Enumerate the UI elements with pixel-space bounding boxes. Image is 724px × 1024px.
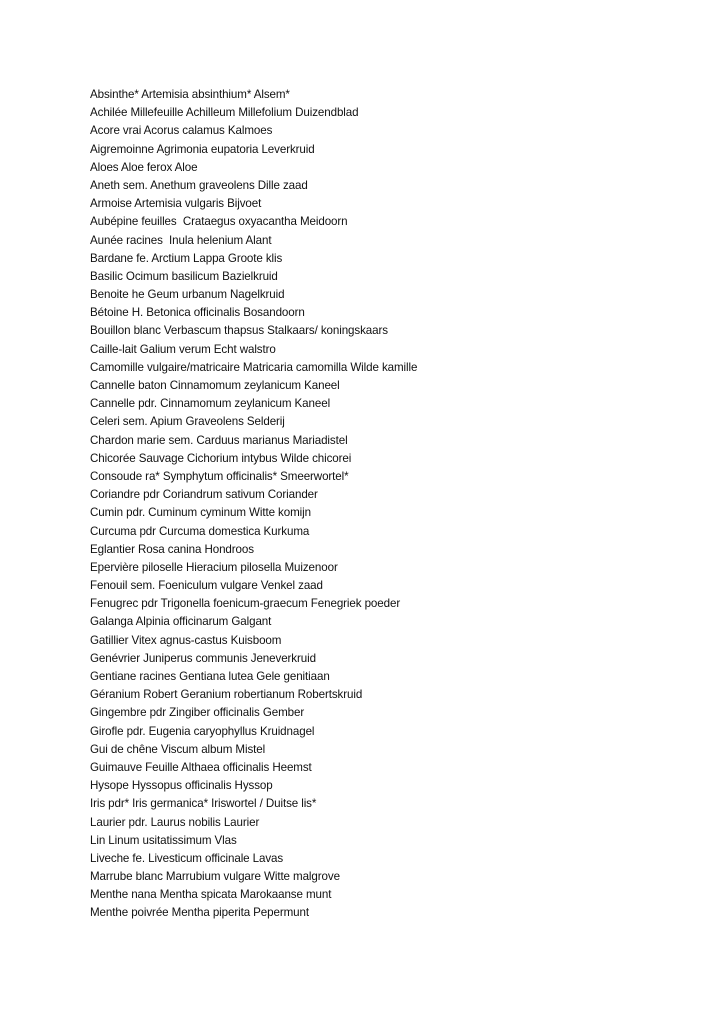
list-item: Cannelle baton Cinnamomum zeylanicum Kaneel [90,379,340,392]
list-item: Cumin pdr. Cuminum cyminum Witte komijn [90,506,311,520]
list-item: Caille-lait Galium verum Echt walstro [90,342,276,356]
list-item: Girofle pdr. Eugenia caryophyllus Kruidnagel [90,724,315,738]
list-item: Liveche fe. Livesticum officinale Lavas [90,851,284,865]
list-item: Curcuma pdr Curcuma domestica Kurkuma [90,524,310,538]
list-item: Bétoine H. Betonica officinalis Bosandoorn [90,306,305,320]
list-item: Hysope Hyssopus officinalis Hyssop [90,779,273,793]
list-item: Genévrier Juniperus communis Jeneverkruid [90,651,316,665]
list-item: Gui de chêne Viscum album Mistel [90,742,266,756]
list-item: Aloes Aloe ferox Aloe [90,160,198,174]
list-item: Coriandre pdr Coriandrum sativum Coriander [90,488,318,502]
list-item: Menthe poivrée Mentha piperita Pepermunt [90,906,309,920]
herb-list [90,86,417,923]
list-item: Eglantier Rosa canina Hondroos [90,542,254,556]
list-item: Chardon marie sem. Carduus marianus Mariadistel [90,433,348,447]
list-item: Laurier pdr. Laurus nobilis Laurier [90,815,260,829]
list-item: Marrube blanc Marrubium vulgare Witte malgrove [90,870,340,884]
list-item: Menthe nana Mentha spicata Marokaanse munt [90,888,332,902]
list-item: Guimauve Feuille Althaea officinalis Heemst [90,760,312,774]
list-item: Basilic Ocimum basilicum Bazielkruid [90,269,278,283]
list-item: Absinthe* Artemisia absinthium* Alsem* [90,88,290,101]
list-item: Géranium Robert Geranium robertianum Robertskruid [90,688,363,702]
list-item: Fenouil sem. Foeniculum vulgare Venkel zaad [90,579,323,593]
list-item: Gingembre pdr Zingiber officinalis Gember [90,706,305,720]
list-item: Aubépine feuilles Crataegus oxyacantha Meidoorn [90,215,348,229]
list-item: Gentiane racines Gentiana lutea Gele genitiaan [90,670,330,683]
list-item: Acore vrai Acorus calamus Kalmoes [90,124,273,138]
list-item: Gatillier Vitex agnus-castus Kuisboom [90,633,282,647]
list-item: Epervière piloselle Hieracium pilosella Muizenoor [90,560,338,574]
list-item: Benoite he Geum urbanum Nagelkruid [90,288,285,302]
list-item: Achilée Millefeuille Achilleum Millefolium Duizendblad [90,106,359,120]
list-item: Chicorée Sauvage Cichorium intybus Wilde chicorei [90,451,352,465]
list-item: Cannelle pdr. Cinnamomum zeylanicum Kaneel [90,397,331,411]
list-item: Bouillon blanc Verbascum thapsus Stalkaars/ koningskaars [90,324,388,338]
list-item: Camomille vulgaire/matricaire Matricaria camomilla Wilde kamille [90,360,418,374]
list-item: Armoise Artemisia vulgaris Bijvoet [90,197,262,211]
list-item: Galanga Alpinia officinarum Galgant [90,615,272,629]
list-item: Aigremoinne Agrimonia eupatoria Leverkruid [90,142,315,156]
list-item: Celeri sem. Apium Graveolens Selderij [90,415,285,429]
list-item: Iris pdr* Iris germanica* Iriswortel / Duitse lis* [90,797,317,811]
list-item: Fenugrec pdr Trigonella foenicum-graecum Fenegriek poeder [90,597,401,611]
list-item: Lin Linum usitatissimum Vlas [90,833,237,847]
list-item: Bardane fe. Arctium Lappa Groote klis [90,251,283,265]
list-item: Consoude ra* Symphytum officinalis* Smeerwortel* [90,469,349,483]
list-item: Aneth sem. Anethum graveolens Dille zaad [90,178,308,192]
list-item: Aunée racines Inula helenium Alant [90,233,272,247]
